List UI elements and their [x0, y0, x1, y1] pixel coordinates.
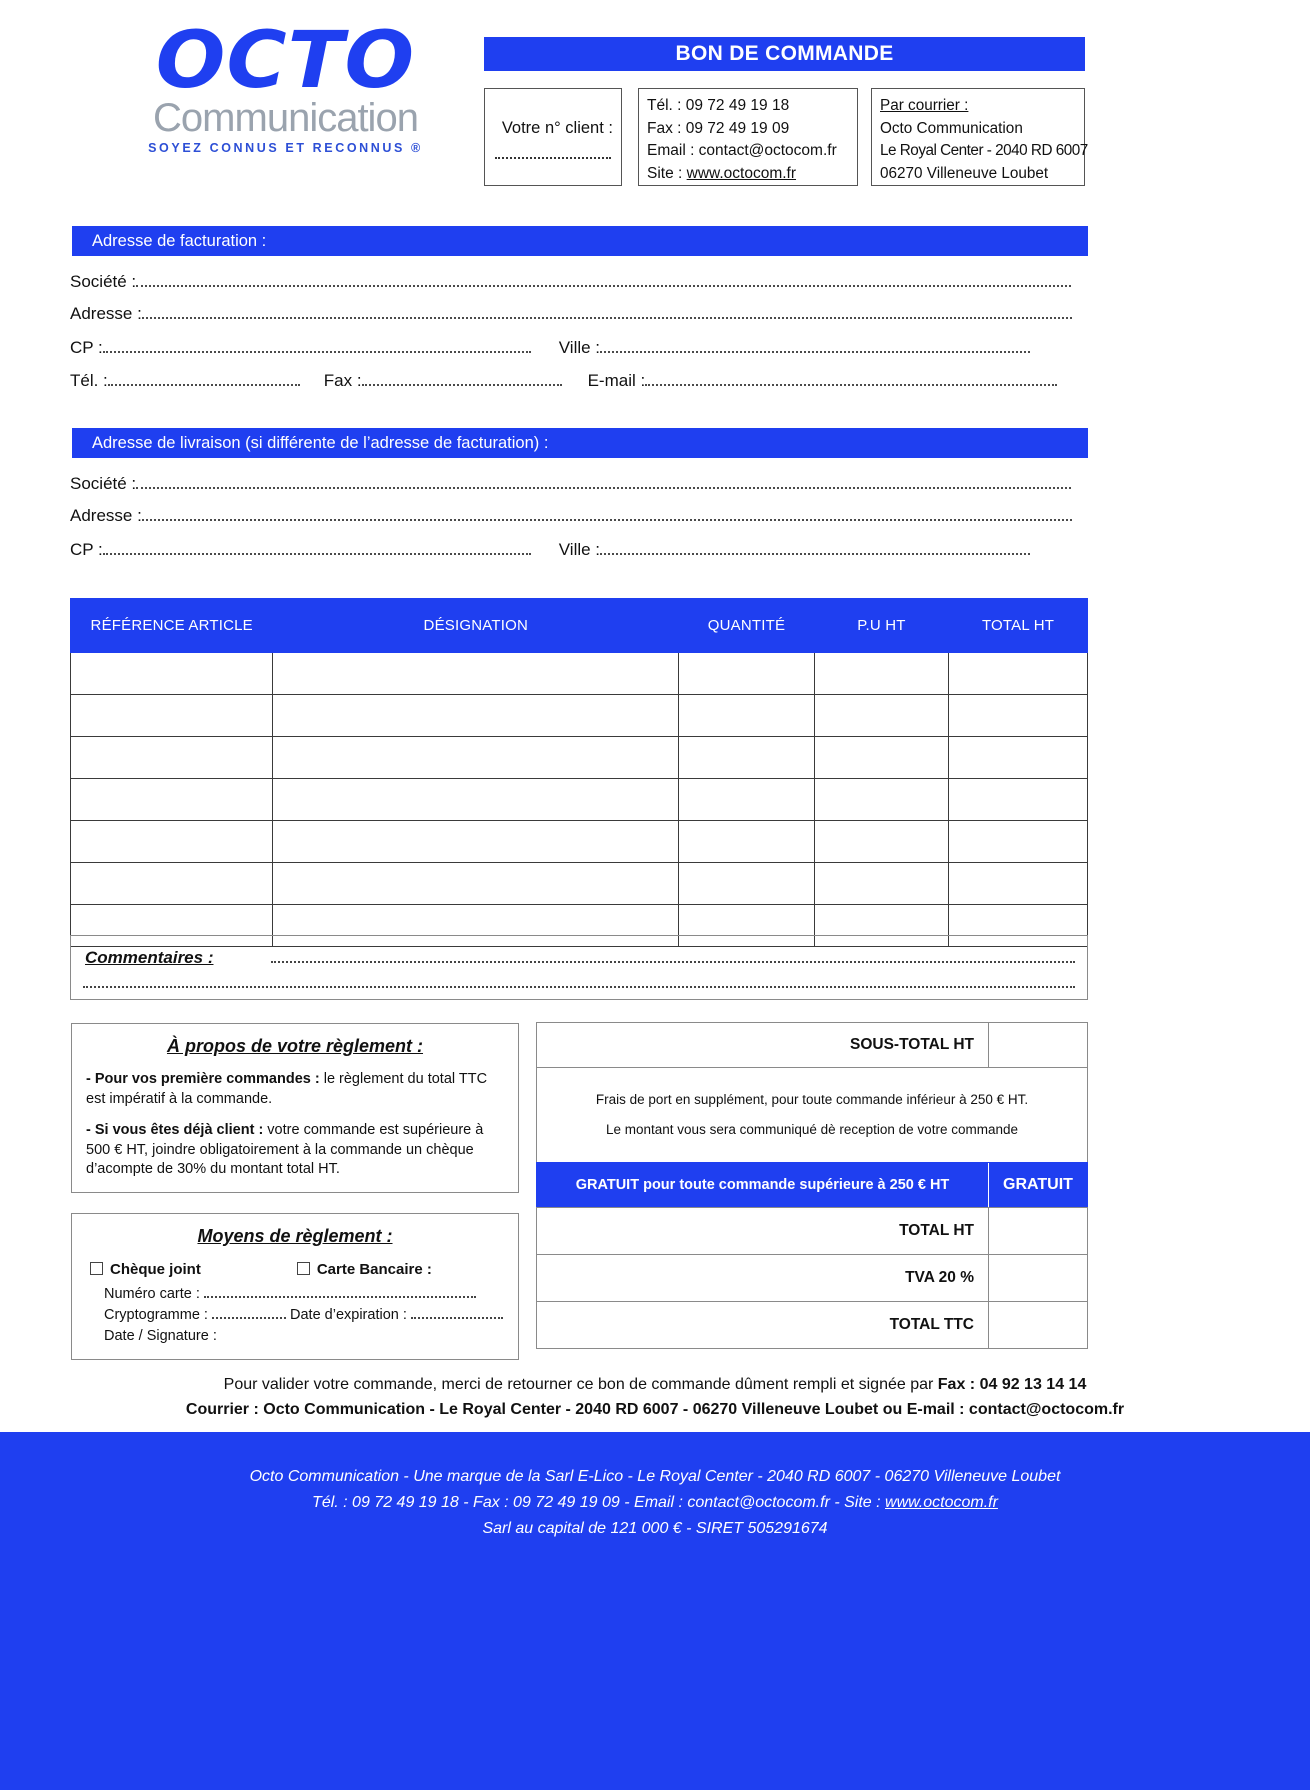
contact-site-prefix: Site : — [647, 164, 687, 182]
total-ttc-label: TOTAL TTC — [889, 1316, 974, 1333]
billing-societe-input[interactable] — [136, 274, 1071, 287]
tva-row — [536, 1254, 1088, 1302]
billing-address-banner: Adresse de facturation : — [72, 226, 1088, 256]
table-cell[interactable] — [814, 821, 948, 863]
col-header-total-ht: TOTAL HT — [949, 599, 1088, 653]
billing-adresse-row — [70, 304, 1088, 324]
tva-value[interactable] — [988, 1255, 1087, 1301]
comments-box[interactable] — [70, 935, 1088, 1000]
table-cell[interactable] — [814, 737, 948, 779]
table-body — [71, 653, 1088, 947]
payment-terms-title: À propos de votre règlement : — [166, 1036, 424, 1056]
payment-terms-box — [71, 1023, 519, 1193]
delivery-adresse-row — [70, 506, 1088, 526]
billing-tel-input[interactable] — [108, 373, 300, 386]
table-row — [71, 863, 1088, 905]
table-cell[interactable] — [679, 653, 815, 695]
payment-terms-p1-bold: - Pour vos première commandes : — [86, 1071, 320, 1087]
billing-ville-input[interactable] — [600, 340, 1030, 353]
contact-fax: Fax : 09 72 49 19 09 — [647, 119, 790, 137]
table-cell[interactable] — [814, 695, 948, 737]
carte-bancaire-label: Carte Bancaire : — [316, 1261, 432, 1278]
tva-label: TVA 20 % — [905, 1269, 974, 1286]
delivery-societe-row — [70, 474, 1088, 494]
date-signature-label: Date / Signature : — [104, 1328, 217, 1344]
page-footer — [0, 1432, 1310, 1790]
page-title: BON DE COMMANDE — [484, 37, 1085, 71]
table-cell[interactable] — [679, 695, 815, 737]
delivery-cp-ville-row — [70, 540, 1088, 560]
contact-tel: Tél. : 09 72 49 19 18 — [647, 97, 790, 114]
payment-terms-p1-rest: le règlement du total TTC est impératif à la commande. — [86, 1071, 488, 1107]
articles-table — [70, 598, 1088, 947]
table-cell[interactable] — [679, 821, 815, 863]
postal-heading: Par courrier : — [880, 97, 969, 114]
table-cell[interactable] — [814, 863, 948, 905]
table-cell[interactable] — [949, 653, 1088, 695]
page-header — [0, 0, 1310, 210]
card-number-label: Numéro carte : — [104, 1286, 200, 1302]
footer-contact-text: Tél. : 09 72 49 19 18 - Fax : 09 72 49 19 09 - Email : contact@octocom.fr - Site : — [312, 1494, 886, 1511]
table-cell[interactable] — [71, 695, 273, 737]
date-signature-row — [104, 1326, 518, 1347]
cryptogram-label: Cryptogramme : — [104, 1307, 208, 1323]
subtotal-value[interactable] — [988, 1023, 1087, 1067]
logo-subtitle: Communication — [153, 96, 418, 140]
client-number-label: Votre n° client : — [501, 119, 613, 137]
payment-terms-p2-rest: votre commande est supérieure à 500 € HT, joindre obligatoirement à la commande un chèque d’acompte de 30% du montant total HT. — [86, 1122, 484, 1177]
free-shipping-label: GRATUIT pour toute commande supérieure à 250 € HT — [575, 1177, 950, 1193]
shipping-note-line-1: Frais de port en supplément, pour toute commande inférieur à 250 € HT. — [595, 1092, 1029, 1107]
table-cell[interactable] — [273, 737, 679, 779]
validation-line-2 — [0, 1397, 1310, 1422]
free-shipping-value: GRATUIT — [988, 1163, 1087, 1207]
validation-courrier: Courrier : Octo Communication - Le Royal Center - 2040 RD 6007 - 06270 Villeneuve Loubet — [185, 1401, 879, 1418]
total-ht-value[interactable] — [988, 1208, 1087, 1254]
table-cell[interactable] — [71, 653, 273, 695]
table-row — [71, 653, 1088, 695]
comments-line-1[interactable] — [271, 961, 1075, 963]
payment-terms-paragraph-2 — [86, 1121, 504, 1180]
comments-label: Commentaires : — [85, 948, 214, 967]
card-number-row — [104, 1284, 518, 1305]
delivery-address-banner: Adresse de livraison (si différente de l’adresse de facturation) : — [72, 428, 1088, 458]
table-row — [71, 737, 1088, 779]
postal-city: 06270 Villeneuve Loubet — [880, 164, 1049, 182]
expiration-label: Date d’expiration : — [290, 1307, 407, 1323]
postal-street: Le Royal Center - 2040 RD 6007 — [880, 142, 1088, 159]
billing-fax-label: Fax : — [323, 371, 362, 390]
col-header-quantite: QUANTITÉ — [679, 599, 815, 653]
contact-site-link[interactable]: www.octocom.fr — [686, 164, 797, 182]
validation-line-1-text: Pour valider votre commande, merci de retourner ce bon de commande dûment rempli et signée par — [223, 1376, 938, 1393]
company-logo — [113, 16, 458, 187]
total-ttc-row — [536, 1301, 1088, 1349]
table-row — [71, 695, 1088, 737]
billing-cp-ville-row — [70, 338, 1088, 358]
validation-email: E-mail : contact@octocom.fr — [906, 1401, 1125, 1418]
table-cell[interactable] — [814, 653, 948, 695]
billing-cp-label: CP : — [70, 338, 103, 357]
expiration-input[interactable] — [411, 1307, 503, 1319]
delivery-adresse-label: Adresse : — [70, 506, 142, 525]
free-shipping-row — [536, 1162, 1088, 1208]
delivery-cp-label: CP : — [70, 540, 103, 559]
delivery-societe-label: Société : — [70, 474, 137, 493]
footer-line-2 — [0, 1490, 1310, 1516]
table-cell[interactable] — [71, 737, 273, 779]
table-cell[interactable] — [71, 779, 273, 821]
table-cell[interactable] — [949, 695, 1088, 737]
col-header-reference: RÉFÉRENCE ARTICLE — [71, 599, 273, 653]
table-cell[interactable] — [679, 779, 815, 821]
cheque-checkbox[interactable] — [90, 1262, 103, 1275]
table-row — [71, 779, 1088, 821]
payment-methods-options — [90, 1261, 518, 1278]
payment-methods-title: Moyens de règlement : — [197, 1226, 393, 1246]
postal-address-box — [871, 88, 1088, 186]
table-cell[interactable] — [273, 695, 679, 737]
cheque-label: Chèque joint — [110, 1261, 201, 1278]
col-header-designation: DÉSIGNATION — [273, 599, 679, 653]
col-header-pu-ht: P.U HT — [814, 599, 948, 653]
footer-site-link[interactable]: www.octocom.fr — [885, 1494, 998, 1511]
table-cell[interactable] — [949, 821, 1088, 863]
table-cell[interactable] — [273, 821, 679, 863]
contact-info-box — [638, 88, 858, 186]
delivery-ville-input[interactable] — [600, 542, 1030, 555]
card-details — [104, 1284, 518, 1347]
table-cell[interactable] — [273, 779, 679, 821]
billing-email-input[interactable] — [645, 373, 1057, 386]
validation-instructions — [0, 1372, 1310, 1422]
billing-societe-row — [70, 272, 1088, 292]
card-crypto-row — [104, 1305, 518, 1326]
cryptogram-input[interactable] — [212, 1307, 286, 1319]
logo-wordmark: OCTO — [155, 16, 416, 106]
table-header-row — [71, 599, 1088, 653]
table-cell[interactable] — [679, 863, 815, 905]
comments-line-2[interactable] — [83, 986, 1075, 988]
card-number-input[interactable] — [204, 1286, 476, 1298]
table-cell[interactable] — [949, 737, 1088, 779]
carte-bancaire-checkbox[interactable] — [297, 1262, 310, 1275]
shipping-note — [536, 1067, 1088, 1163]
validation-line-1 — [0, 1372, 1310, 1397]
billing-email-label: E-mail : — [587, 371, 646, 390]
totals-panel — [536, 1023, 1088, 1349]
delivery-societe-input[interactable] — [136, 476, 1071, 489]
contact-email: Email : contact@octocom.fr — [647, 142, 837, 159]
table-cell[interactable] — [273, 653, 679, 695]
payment-terms-p2-bold: - Si vous êtes déjà client : — [86, 1122, 264, 1138]
billing-adresse-label: Adresse : — [70, 304, 142, 323]
payment-methods-box — [71, 1213, 519, 1360]
total-ttc-value[interactable] — [988, 1302, 1087, 1348]
client-number-field[interactable] — [495, 157, 611, 159]
contact-site-row — [647, 163, 857, 186]
footer-line-3: Sarl au capital de 121 000 € - SIRET 505291674 — [482, 1520, 828, 1537]
billing-adresse-input[interactable] — [142, 306, 1072, 319]
logo-tagline: SOYEZ CONNUS ET RECONNUS ® — [148, 141, 423, 155]
total-ht-row — [536, 1207, 1088, 1255]
billing-fax-input[interactable] — [362, 373, 562, 386]
billing-tel-label: Tél. : — [70, 371, 108, 390]
billing-societe-label: Société : — [70, 272, 137, 291]
table-cell[interactable] — [71, 863, 273, 905]
billing-cp-input[interactable] — [103, 340, 531, 353]
validation-fax: Fax : 04 92 13 14 14 — [937, 1376, 1087, 1393]
validation-or: ou — [878, 1401, 907, 1418]
delivery-adresse-input[interactable] — [142, 508, 1072, 521]
postal-company: Octo Communication — [880, 119, 1023, 137]
payment-terms-paragraph-1 — [86, 1070, 504, 1109]
total-ht-label: TOTAL HT — [899, 1222, 974, 1239]
table-cell[interactable] — [71, 821, 273, 863]
table-row — [71, 821, 1088, 863]
footer-line-1: Octo Communication - Une marque de la Sarl E-Lico - Le Royal Center - 2040 RD 6007 - 06270 Villeneuve Loubet — [249, 1468, 1061, 1485]
subtotal-label: SOUS-TOTAL HT — [850, 1036, 974, 1053]
table-cell[interactable] — [949, 863, 1088, 905]
shipping-note-line-2: Le montant vous sera communiqué dè reception de votre commande — [606, 1122, 1018, 1137]
delivery-cp-input[interactable] — [103, 542, 531, 555]
table-cell[interactable] — [814, 779, 948, 821]
table-cell[interactable] — [273, 863, 679, 905]
billing-tel-fax-email-row — [70, 371, 1088, 391]
table-cell[interactable] — [949, 779, 1088, 821]
table-cell[interactable] — [679, 737, 815, 779]
billing-ville-label: Ville : — [558, 338, 601, 357]
subtotal-row — [536, 1022, 1088, 1068]
delivery-ville-label: Ville : — [558, 540, 601, 559]
client-number-box[interactable] — [484, 88, 622, 186]
